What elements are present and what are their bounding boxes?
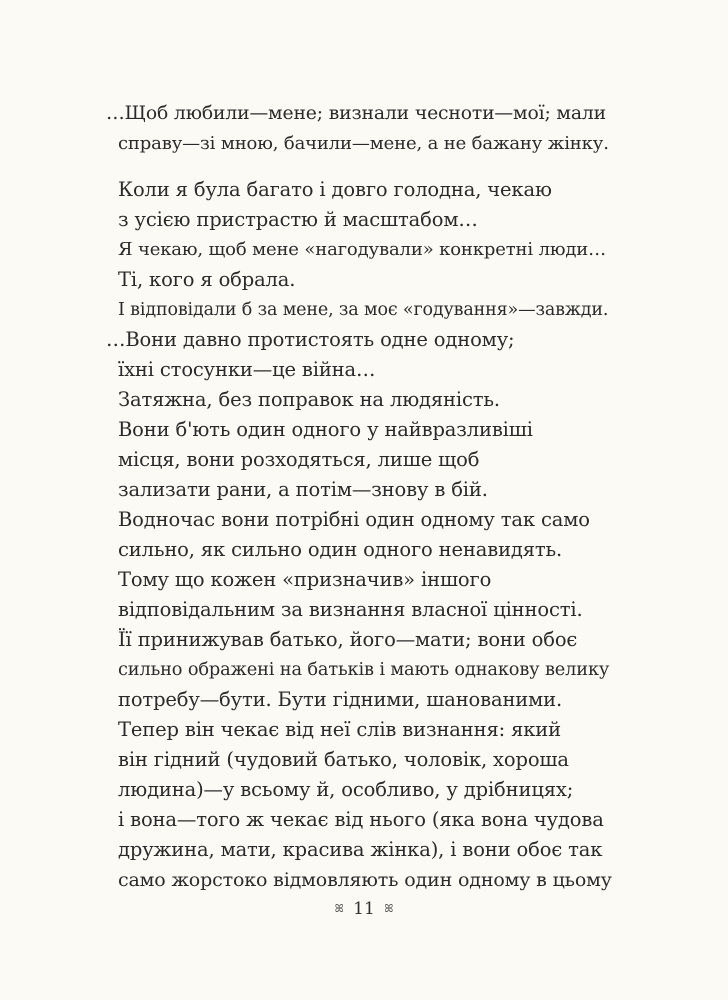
text-line: Затяжна, без поправок на людяність. [118, 388, 500, 411]
text-line: з усією пристрастю й масштабом… [118, 208, 478, 231]
text-line: Вони б'ють один одного у найвразливіші [118, 418, 533, 441]
text-line: сильно ображені на батьків і мають однакову велику [118, 660, 610, 680]
text-line: він гідний (чудовий батько, чоловік, хороша [118, 748, 569, 771]
text-line: сильно, як сильно один одного ненавидять. [118, 538, 563, 561]
page-number-footer [0, 898, 728, 920]
text-line: і вона—того ж чекає від нього (яка вона чудова [118, 808, 604, 831]
text-line: Коли я була багато і довго голодна, чекаю [118, 178, 552, 201]
text-line: справу—зі мною, бачили—мене, а не бажану жінку. [118, 133, 609, 154]
text-line: І відповідали б за мене, за моє «годування»—завжди. [118, 300, 609, 320]
text-line: Тому що кожен «призначив» іншого [118, 568, 492, 591]
text-line: Водночас вони потрібні один одному так само [118, 508, 590, 531]
page-number: 11 [353, 899, 375, 919]
text-line: само жорстоко відмовляють один одному в цьому [118, 869, 612, 891]
left-ornament-icon: ꕤ [334, 902, 344, 915]
text-line: Ті, кого я обрала. [118, 268, 296, 291]
text-line: …Щоб любили—мене; визнали чесноти—мої; мали [106, 103, 607, 124]
text-line: Тепер він чекає від неї слів визнання: який [118, 718, 561, 741]
text-line: дружина, мати, красива жінка), і вони обоє так [118, 838, 603, 861]
text-line: місця, вони розходяться, лише щоб [118, 448, 480, 471]
text-line: людина)—у всьому й, особливо, у дрібницях; [118, 778, 574, 801]
right-ornament-icon: ꕤ [384, 902, 394, 915]
text-line: відповідальним за визнання власної цінності. [118, 598, 583, 621]
text-line: …Вони давно протистоять одне одному; [106, 328, 515, 351]
text-line: Я чекаю, щоб мене «нагодували» конкретні люди… [118, 239, 607, 260]
text-line: потребу—бути. Бути гідними, шанованими. [118, 688, 563, 711]
text-line: Її принижував батько, його—мати; вони обоє [118, 628, 578, 651]
text-line: їхні стосунки—це війна… [118, 358, 376, 381]
text-line: зализати рани, а потім—знову в бій. [118, 478, 488, 501]
